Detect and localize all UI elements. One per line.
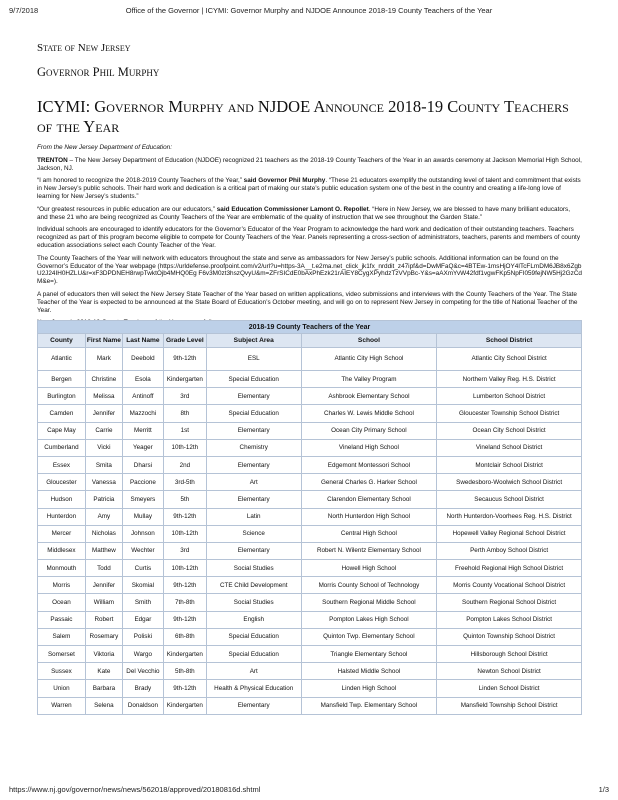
county-cell: Sussex bbox=[38, 663, 86, 680]
school-district-cell: Newton School District bbox=[437, 663, 582, 680]
column-header: First Name bbox=[85, 334, 122, 348]
school-cell: Ashbrook Elementary School bbox=[301, 388, 437, 405]
school-district-cell: Pompton Lakes School District bbox=[437, 611, 582, 628]
grade-level-cell: 9th-12th bbox=[163, 680, 206, 697]
last-name-cell: Edgar bbox=[122, 611, 163, 628]
school-district-cell: Hillsborough School District bbox=[437, 646, 582, 663]
grade-level-cell: 10th-12th bbox=[163, 439, 206, 456]
last-name-cell: Brady bbox=[122, 680, 163, 697]
subject-area-cell: Elementary bbox=[206, 542, 301, 559]
school-district-cell: Freehold Regional High School District bbox=[437, 560, 582, 577]
grade-level-cell: 6th-8th bbox=[163, 628, 206, 645]
school-cell: Edgemont Montessori School bbox=[301, 456, 437, 473]
table-row bbox=[38, 542, 582, 559]
table-row bbox=[38, 439, 582, 456]
county-cell: Gloucester bbox=[38, 474, 86, 491]
school-cell: Morris County School of Technology bbox=[301, 577, 437, 594]
last-name-cell: Johnson bbox=[122, 525, 163, 542]
table-row bbox=[38, 405, 582, 422]
subject-area-cell: Special Education bbox=[206, 405, 301, 422]
table-row bbox=[38, 371, 582, 388]
county-cell: Bergen bbox=[38, 371, 86, 388]
grade-level-cell: 10th-12th bbox=[163, 560, 206, 577]
grade-level-cell: 5th bbox=[163, 491, 206, 508]
last-name-cell: Donaldson bbox=[122, 697, 163, 714]
table-row bbox=[38, 491, 582, 508]
county-cell: Hunterdon bbox=[38, 508, 86, 525]
school-district-cell: Atlantic City School District bbox=[437, 348, 582, 371]
school-district-cell: Montclair School District bbox=[437, 456, 582, 473]
school-district-cell: Hopewell Valley Regional School District bbox=[437, 525, 582, 542]
commissioner-attribution: said Education Commissioner Lamont O. Repollet bbox=[216, 205, 369, 213]
school-cell: The Valley Program bbox=[301, 371, 437, 388]
first-name-cell: Carrie bbox=[85, 422, 122, 439]
table-row bbox=[38, 680, 582, 697]
first-name-cell: Robert bbox=[85, 611, 122, 628]
print-title: Office of the Governor | ICYMI: Governor Murphy and NJDOE Announce 2018-19 County Teachers of the Year bbox=[125, 6, 493, 15]
subject-area-cell: Social Studies bbox=[206, 594, 301, 611]
school-district-cell: Mansfield Township School District bbox=[437, 697, 582, 714]
school-district-cell: Swedesboro-Woolwich School District bbox=[437, 474, 582, 491]
school-cell: Vineland High School bbox=[301, 439, 437, 456]
grade-level-cell: 3rd bbox=[163, 388, 206, 405]
first-name-cell: Smita bbox=[85, 456, 122, 473]
grade-level-cell: 9th-12th bbox=[163, 348, 206, 371]
table-row bbox=[38, 628, 582, 645]
first-name-cell: Rosemary bbox=[85, 628, 122, 645]
subject-area-cell: Special Education bbox=[206, 371, 301, 388]
dateline: TRENTON bbox=[37, 156, 68, 164]
county-cell: Salem bbox=[38, 628, 86, 645]
school-district-cell: Southern Regional School District bbox=[437, 594, 582, 611]
subject-area-cell: Elementary bbox=[206, 697, 301, 714]
school-district-cell: Perth Amboy School District bbox=[437, 542, 582, 559]
article-body bbox=[37, 144, 582, 332]
school-cell: Linden High School bbox=[301, 680, 437, 697]
school-cell: North Hunterdon High School bbox=[301, 508, 437, 525]
school-cell: Atlantic City High School bbox=[301, 348, 437, 371]
county-teachers-table bbox=[37, 320, 582, 715]
subject-area-cell: ESL bbox=[206, 348, 301, 371]
subject-area-cell: CTE Child Development bbox=[206, 577, 301, 594]
table-row bbox=[38, 577, 582, 594]
county-cell: Hudson bbox=[38, 491, 86, 508]
grade-level-cell: 1st bbox=[163, 422, 206, 439]
school-district-cell: Lumberton School District bbox=[437, 388, 582, 405]
column-header: County bbox=[38, 334, 86, 348]
table-row bbox=[38, 525, 582, 542]
subject-area-cell: Health & Physical Education bbox=[206, 680, 301, 697]
last-name-cell: Yeager bbox=[122, 439, 163, 456]
grade-level-cell: Kindergarten bbox=[163, 371, 206, 388]
educator-webpage-link[interactable]: https://urldefense.proofpoint.com/v2/url?u=https-3A__t.e2ma.net_click_jk1fx_nrddit_z47ipf&d=DwMFaQ&c=4BTEw-1msHjOY4ITcFLmDM6JB8x6ZgbU2J24IH0HZLU&r=xF3DPDNEH8rwpTwktOjb4MHQ0Eg F6v3M0zt3hszQvyU&m=ZFrSICdE0bAxPhEzk21rAIEY8CygXPyhdzTzVVpBc-Y&s=aAXmYvW42fdf1vgwFKp5NpFI059fejNW5Hj2GzCdM&e= bbox=[37, 262, 582, 286]
last-name-cell: Mazzochi bbox=[122, 405, 163, 422]
column-header: Last Name bbox=[122, 334, 163, 348]
school-cell: Robert N. Wilentz Elementary School bbox=[301, 542, 437, 559]
school-cell: Clarendon Elementary School bbox=[301, 491, 437, 508]
paragraph-4: Individual schools are encouraged to identify educators for the Governor’s Educator of the Year Program to acknowledge the hard work and dedication of their outstanding teachers. Teachers recognized as part of this program become eligible to compete for County Teachers of the Year. Panels representing a cross-section of administrators, teachers, parents and members of county education associations select each County Teacher of the Year. bbox=[37, 226, 581, 249]
governor-link[interactable]: Governor Phil Murphy bbox=[37, 65, 160, 79]
table-row bbox=[38, 422, 582, 439]
school-cell: Ocean City Primary School bbox=[301, 422, 437, 439]
school-cell: General Charles G. Harker School bbox=[301, 474, 437, 491]
table-row bbox=[38, 560, 582, 577]
table-row bbox=[38, 646, 582, 663]
paragraph-5: The County Teachers of the Year will network with educators throughout the state and serve as ambassadors for New Jersey’s public schools. Additional information can be found on the Governor’s Educator of the Year webpage (https://urldefense.proofpoint.com/v2/url?u=https-3A__t.e2ma.net_click_jk1fx_nrddit_z47ipf&d=DwMFaQ&c=4BTEw-1msHjOY4ITcFLmDM6JB8x6ZgbU2J24IH0HZLU&r=xF3DPDNEH8rwpTwktOjb4MHQ0Eg F6v3M0zt3hszQvyU&m=ZFrSICdE0bAxPhEzk21rAIEY8CygXPyhdzTzVVpBc-Y&s=aAXmYvW42fdf1vgwFKp5NpFI059fejNW5Hj2GzCdM&e=). bbox=[37, 254, 582, 286]
grade-level-cell: 10th-12th bbox=[163, 525, 206, 542]
school-cell: Mansfield Twp. Elementary School bbox=[301, 697, 437, 714]
county-cell: Ocean bbox=[38, 594, 86, 611]
grade-level-cell: 9th-12th bbox=[163, 508, 206, 525]
subject-area-cell: Chemistry bbox=[206, 439, 301, 456]
county-cell: Burlington bbox=[38, 388, 86, 405]
subject-area-cell: Art bbox=[206, 474, 301, 491]
school-district-cell: Morris County Vocational School District bbox=[437, 577, 582, 594]
county-cell: Cape May bbox=[38, 422, 86, 439]
school-cell: Charles W. Lewis Middle School bbox=[301, 405, 437, 422]
last-name-cell: Deebold bbox=[122, 348, 163, 371]
school-district-cell: Gloucester Township School District bbox=[437, 405, 582, 422]
school-cell: Pompton Lakes High School bbox=[301, 611, 437, 628]
first-name-cell: Matthew bbox=[85, 542, 122, 559]
county-cell: Atlantic bbox=[38, 348, 86, 371]
school-district-cell: Vineland School District bbox=[437, 439, 582, 456]
first-name-cell: Patricia bbox=[85, 491, 122, 508]
state-of-new-jersey-link[interactable]: State of New Jersey bbox=[37, 42, 131, 54]
school-cell: Central High School bbox=[301, 525, 437, 542]
table-row bbox=[38, 697, 582, 714]
first-name-cell: William bbox=[85, 594, 122, 611]
page-url: https://www.nj.gov/governor/news/news/562018/approved/20180816d.shtml bbox=[9, 785, 261, 794]
subject-area-cell: Special Education bbox=[206, 628, 301, 645]
last-name-cell: Poliski bbox=[122, 628, 163, 645]
last-name-cell: Curtis bbox=[122, 560, 163, 577]
table-row bbox=[38, 508, 582, 525]
last-name-cell: Wechter bbox=[122, 542, 163, 559]
governor-attribution: said Governor Phil Murphy bbox=[243, 177, 326, 185]
school-district-cell: Northern Valley Reg. H.S. District bbox=[437, 371, 582, 388]
school-cell: Halsted Middle School bbox=[301, 663, 437, 680]
first-name-cell: Amy bbox=[85, 508, 122, 525]
print-date: 9/7/2018 bbox=[9, 6, 39, 15]
county-cell: Monmouth bbox=[38, 560, 86, 577]
last-name-cell: Merritt bbox=[122, 422, 163, 439]
table-row bbox=[38, 388, 582, 405]
last-name-cell: Smeyers bbox=[122, 491, 163, 508]
subject-area-cell: Social Studies bbox=[206, 560, 301, 577]
first-name-cell: Kate bbox=[85, 663, 122, 680]
paragraph-3: “Our greatest resources in public education are our educators,” said Education Commissioner Lamont O. Repollet. “Here in New Jersey, we are blessed to have many brilliant educators, and these 21 who are being recognized as County Teachers of the Year are emblematic of the quality of instruction that we see throughout the Garden State.” bbox=[37, 205, 571, 221]
table-row bbox=[38, 474, 582, 491]
subject-area-cell: English bbox=[206, 611, 301, 628]
first-name-cell: Viktoria bbox=[85, 646, 122, 663]
grade-level-cell: 9th-12th bbox=[163, 577, 206, 594]
first-name-cell: Todd bbox=[85, 560, 122, 577]
county-cell: Union bbox=[38, 680, 86, 697]
column-header: School District bbox=[437, 334, 582, 348]
county-cell: Warren bbox=[38, 697, 86, 714]
subject-area-cell: Elementary bbox=[206, 388, 301, 405]
grade-level-cell: 3rd-5th bbox=[163, 474, 206, 491]
school-district-cell: Linden School District bbox=[437, 680, 582, 697]
table-row bbox=[38, 594, 582, 611]
first-name-cell: Christine bbox=[85, 371, 122, 388]
first-name-cell: Nicholas bbox=[85, 525, 122, 542]
column-header: School bbox=[301, 334, 437, 348]
county-cell: Passaic bbox=[38, 611, 86, 628]
grade-level-cell: Kindergarten bbox=[163, 697, 206, 714]
grade-level-cell: 9th-12th bbox=[163, 611, 206, 628]
school-cell: Triangle Elementary School bbox=[301, 646, 437, 663]
county-cell: Cumberland bbox=[38, 439, 86, 456]
school-district-cell: Quinton Township School District bbox=[437, 628, 582, 645]
subject-area-cell: Art bbox=[206, 663, 301, 680]
subject-area-cell: Elementary bbox=[206, 491, 301, 508]
county-cell: Middlesex bbox=[38, 542, 86, 559]
table-header-row bbox=[38, 334, 582, 348]
grade-level-cell: 5th-8th bbox=[163, 663, 206, 680]
first-name-cell: Melissa bbox=[85, 388, 122, 405]
first-name-cell: Mark bbox=[85, 348, 122, 371]
subject-area-cell: Elementary bbox=[206, 422, 301, 439]
last-name-cell: Dharsi bbox=[122, 456, 163, 473]
last-name-cell: Wargo bbox=[122, 646, 163, 663]
page-title: ICYMI: Governor Murphy and NJDOE Announce 2018-19 County Teachers of the Year bbox=[37, 97, 569, 136]
last-name-cell: Skomial bbox=[122, 577, 163, 594]
column-header: Subject Area bbox=[206, 334, 301, 348]
county-cell: Somerset bbox=[38, 646, 86, 663]
school-cell: Howell High School bbox=[301, 560, 437, 577]
first-name-cell: Jennifer bbox=[85, 405, 122, 422]
last-name-cell: Smith bbox=[122, 594, 163, 611]
grade-level-cell: 7th-8th bbox=[163, 594, 206, 611]
county-cell: Mercer bbox=[38, 525, 86, 542]
school-district-cell: Ocean City School District bbox=[437, 422, 582, 439]
grade-level-cell: 8th bbox=[163, 405, 206, 422]
subject-area-cell: Latin bbox=[206, 508, 301, 525]
first-name-cell: Jennifer bbox=[85, 577, 122, 594]
last-name-cell: Paccione bbox=[122, 474, 163, 491]
paragraph-6: A panel of educators then will select the New Jersey State Teacher of the Year based on written applications, video submissions and interviews with the County Teachers of the Year. The State Teacher of the Year is expected to be announced at the State Board of Education’s October meeting, and will go on to represent New Jersey in competing for the title of National Teacher of the Year. bbox=[37, 290, 578, 314]
grade-level-cell: 3rd bbox=[163, 542, 206, 559]
first-name-cell: Vicki bbox=[85, 439, 122, 456]
school-cell: Southern Regional Middle School bbox=[301, 594, 437, 611]
table-title: 2018-19 County Teachers of the Year bbox=[38, 321, 582, 334]
first-name-cell: Vanessa bbox=[85, 474, 122, 491]
table-row bbox=[38, 663, 582, 680]
grade-level-cell: 2nd bbox=[163, 456, 206, 473]
table-row bbox=[38, 348, 582, 371]
subject-area-cell: Science bbox=[206, 525, 301, 542]
byline: From the New Jersey Department of Education: bbox=[37, 144, 172, 151]
page-number: 1/3 bbox=[598, 785, 609, 794]
county-cell: Essex bbox=[38, 456, 86, 473]
subject-area-cell: Elementary bbox=[206, 456, 301, 473]
grade-level-cell: Kindergarten bbox=[163, 646, 206, 663]
county-cell: Morris bbox=[38, 577, 86, 594]
last-name-cell: Mullay bbox=[122, 508, 163, 525]
last-name-cell: Antinoff bbox=[122, 388, 163, 405]
column-header: Grade Level bbox=[163, 334, 206, 348]
subject-area-cell: Special Education bbox=[206, 646, 301, 663]
table-row bbox=[38, 456, 582, 473]
school-cell: Quinton Twp. Elementary School bbox=[301, 628, 437, 645]
paragraph-2: “I am honored to recognize the 2018-2019 County Teachers of the Year,” said Governor Phil Murphy. “These 21 educators exemplify the outstanding level of talent and commitment that exists in New Jersey’s public schools. Their hard work and dedication is a critical part of making our state’s public education system one of the best in the country and creating a life-long love of learning for New Jersey’s students.” bbox=[37, 177, 581, 200]
paragraph-1: TRENTON – The New Jersey Department of Education (NJDOE) recognized 21 teachers as the 2018-19 County Teachers of the Year in an awards ceremony at Jackson Memorial High School, Jackson, NJ. bbox=[37, 156, 582, 172]
last-name-cell: Del Vecchio bbox=[122, 663, 163, 680]
first-name-cell: Selena bbox=[85, 697, 122, 714]
county-cell: Camden bbox=[38, 405, 86, 422]
table-row bbox=[38, 611, 582, 628]
school-district-cell: North Hunterdon-Voorhees Reg. H.S. District bbox=[437, 508, 582, 525]
last-name-cell: Esola bbox=[122, 371, 163, 388]
school-district-cell: Secaucus School District bbox=[437, 491, 582, 508]
first-name-cell: Barbara bbox=[85, 680, 122, 697]
